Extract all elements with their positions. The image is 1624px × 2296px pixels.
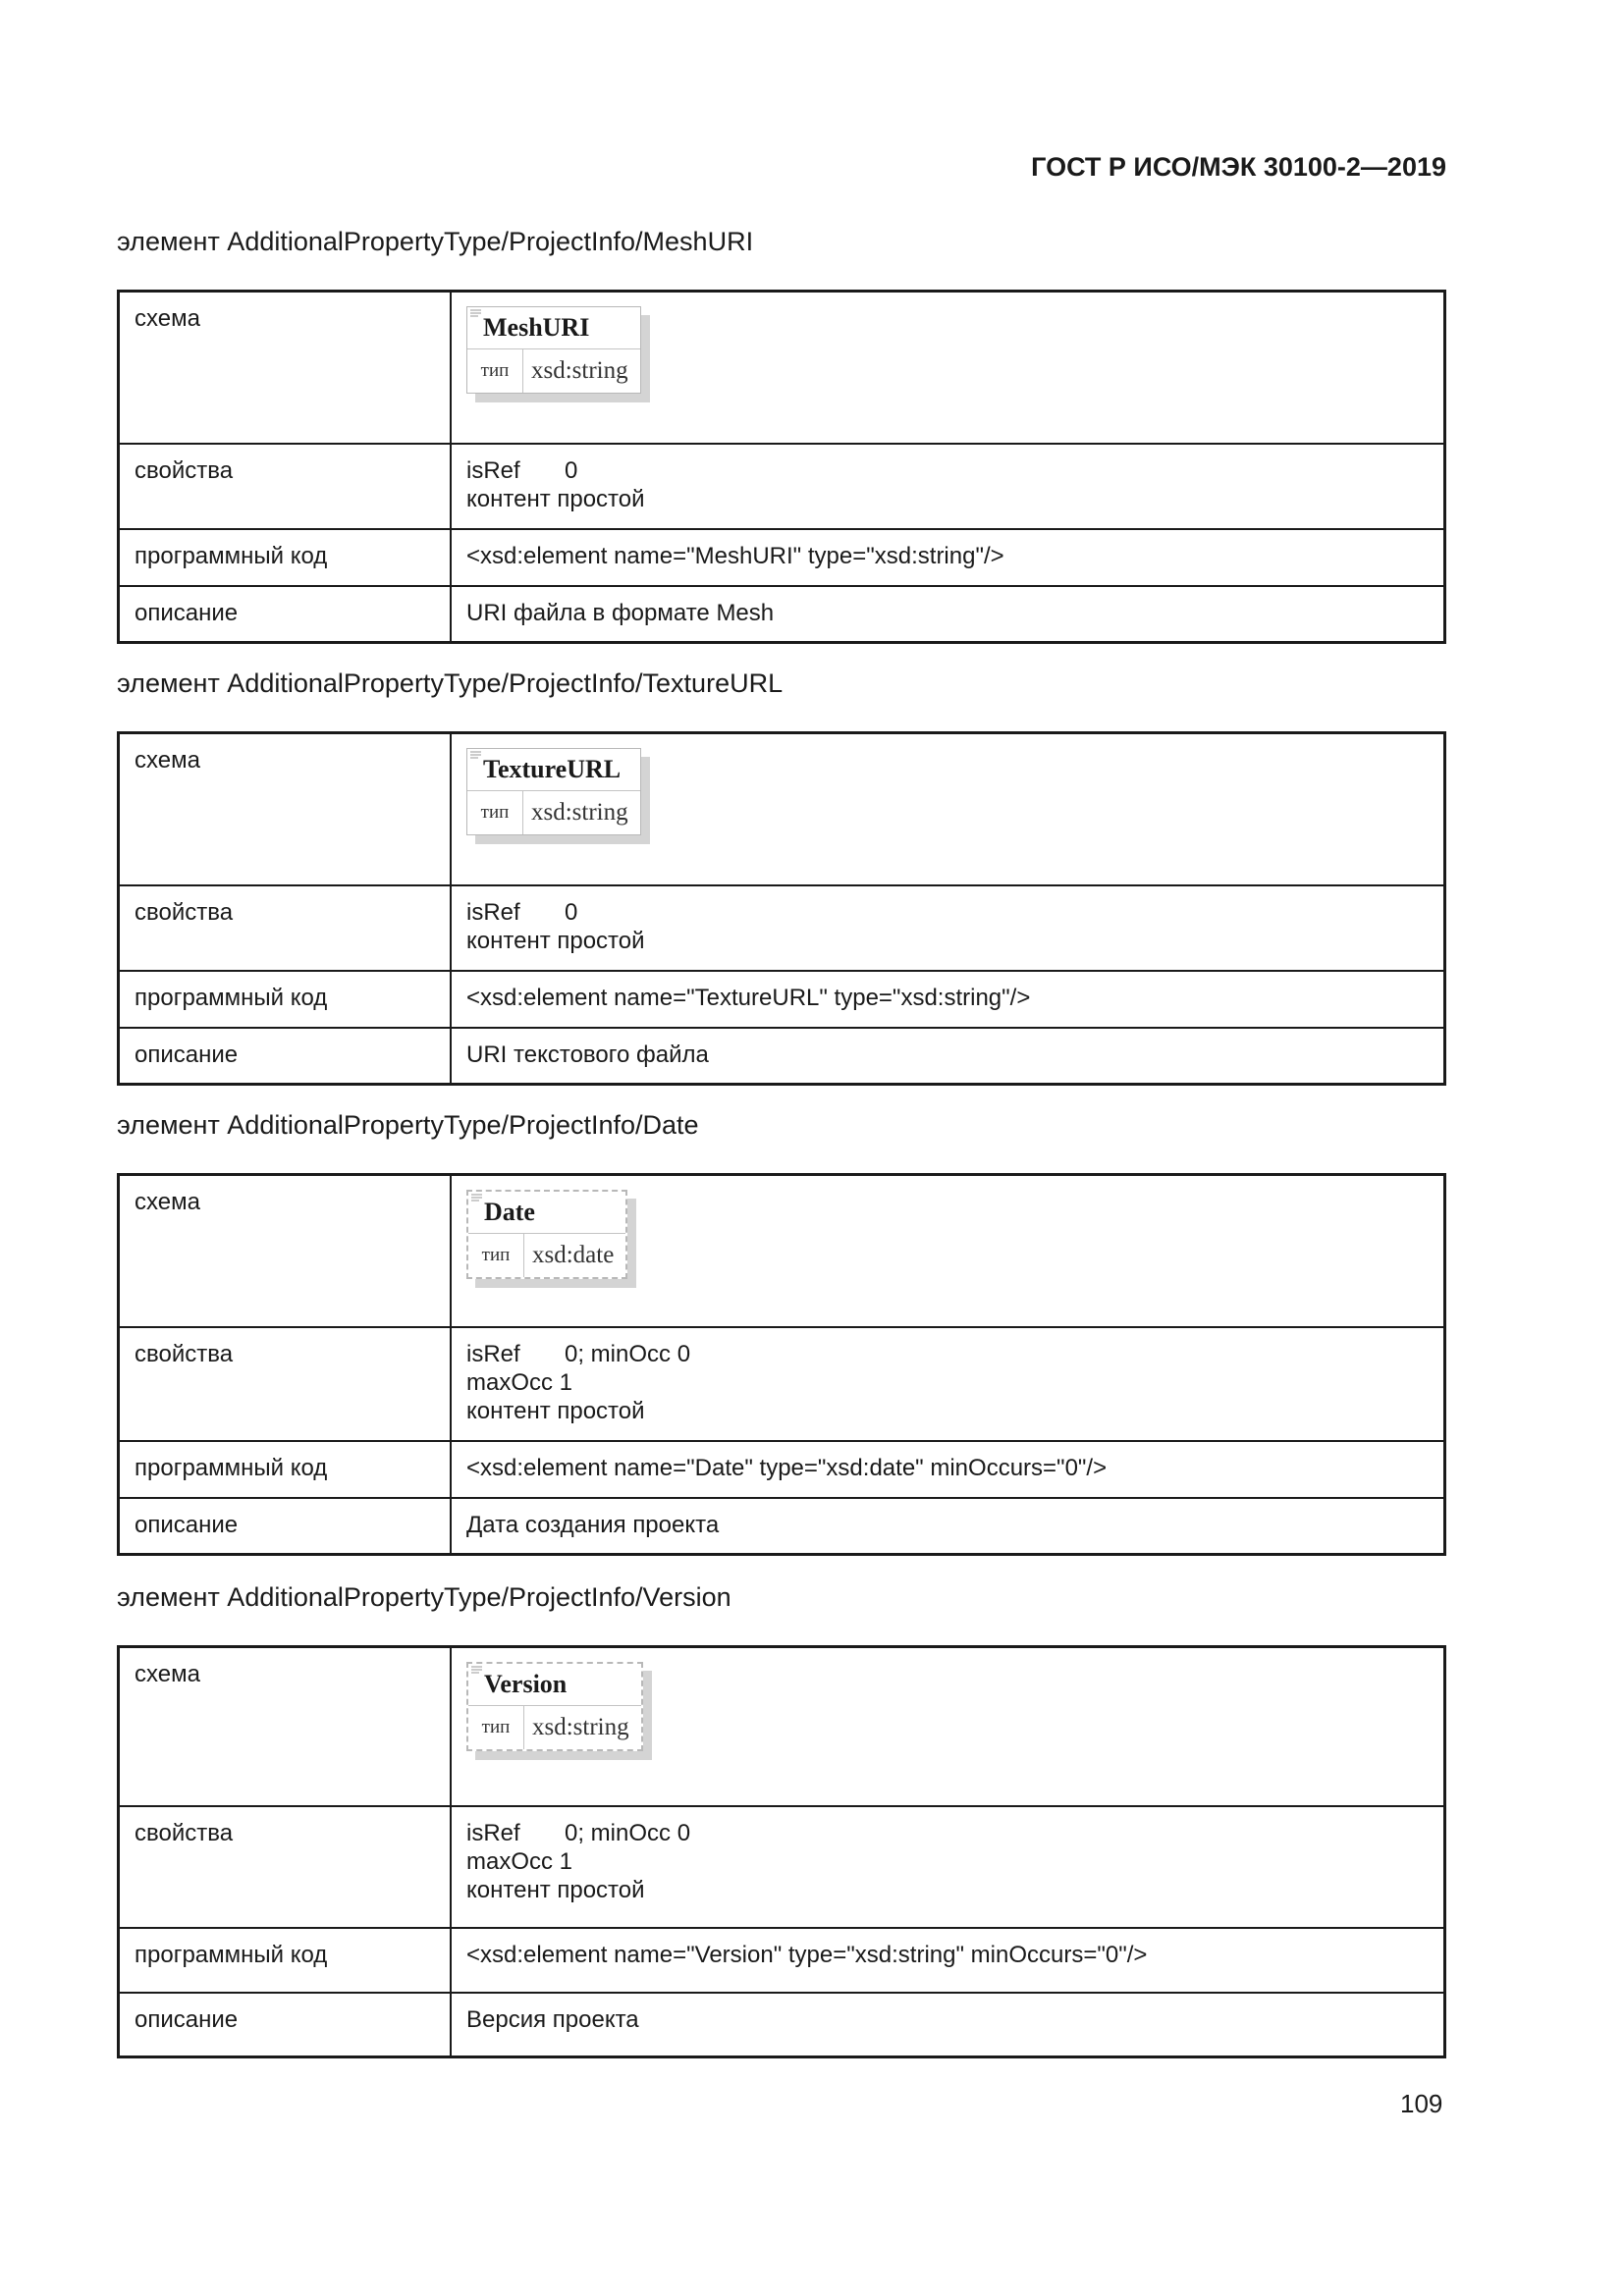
prop-key: isRef xyxy=(466,898,520,926)
spec-table xyxy=(117,1173,1446,1556)
schema-type-value: xsd:date xyxy=(532,1242,615,1268)
schema-type-value: xsd:string xyxy=(531,799,628,826)
description-cell: Версия проекта xyxy=(451,1993,1445,2057)
page-number: 109 xyxy=(1400,2089,1443,2118)
prop-line: контент простой xyxy=(466,1397,645,1424)
description-cell: URI текстового файла xyxy=(451,1028,1445,1085)
label-properties: свойства xyxy=(119,885,452,971)
prop-line: maxOcc 1 xyxy=(466,1847,573,1875)
schema-diagram-optional xyxy=(466,1662,643,1751)
prop-key: isRef xyxy=(466,1819,520,1846)
spec-table xyxy=(117,731,1446,1086)
description-cell: URI файла в формате Mesh xyxy=(451,586,1445,643)
schema-diagram xyxy=(466,306,641,394)
prop-line: контент простой xyxy=(466,485,645,512)
prop-line: контент простой xyxy=(466,927,645,954)
schema-type-label: тип xyxy=(468,1706,524,1749)
section-title: элемент AdditionalPropertyType/ProjectInfo/MeshURI xyxy=(117,227,754,256)
schema-cell xyxy=(451,1175,1445,1327)
section-title: элемент AdditionalPropertyType/ProjectInfo/TextureURL xyxy=(117,668,784,698)
document-code: ГОСТ Р ИСО/МЭК 30100-2—2019 xyxy=(1031,152,1446,182)
schema-element-name: TextureURL xyxy=(467,749,640,791)
label-code: программный код xyxy=(119,1441,452,1498)
schema-type-label: тип xyxy=(467,791,523,834)
label-description: описание xyxy=(119,1993,452,2057)
label-code: программный код xyxy=(119,529,452,586)
spec-table xyxy=(117,1645,1446,2058)
label-description: описание xyxy=(119,1498,452,1555)
properties-cell xyxy=(451,885,1445,971)
prop-value: 0; minOcc 0 xyxy=(565,1340,691,1367)
schema-element-name: Version xyxy=(468,1664,641,1706)
properties-cell xyxy=(451,1806,1445,1928)
schema-cell xyxy=(451,733,1445,885)
label-description: описание xyxy=(119,1028,452,1085)
annotation-icon xyxy=(470,751,481,761)
schema-cell xyxy=(451,1647,1445,1806)
label-properties: свойства xyxy=(119,1806,452,1928)
code-cell: <xsd:element name="TextureURL" type="xsd:string"/> xyxy=(451,971,1445,1028)
schema-type-value: xsd:string xyxy=(532,1714,629,1740)
section-title: элемент AdditionalPropertyType/ProjectInfo/Date xyxy=(117,1110,699,1140)
label-description: описание xyxy=(119,586,452,643)
prop-value: 0 xyxy=(565,898,578,926)
code-cell: <xsd:element name="Version" type="xsd:string" minOccurs="0"/> xyxy=(451,1928,1445,1993)
schema-type-label: тип xyxy=(467,349,523,393)
spec-table xyxy=(117,290,1446,644)
schema-type-value: xsd:string xyxy=(531,357,628,384)
schema-diagram-optional xyxy=(466,1190,627,1279)
code-cell: <xsd:element name="Date" type="xsd:date" minOccurs="0"/> xyxy=(451,1441,1445,1498)
code-cell: <xsd:element name="MeshURI" type="xsd:string"/> xyxy=(451,529,1445,586)
label-schema: схема xyxy=(119,733,452,885)
label-code: программный код xyxy=(119,971,452,1028)
description-cell: Дата создания проекта xyxy=(451,1498,1445,1555)
label-properties: свойства xyxy=(119,1327,452,1441)
section-title: элемент AdditionalPropertyType/ProjectInfo/Version xyxy=(117,1582,731,1612)
properties-cell xyxy=(451,1327,1445,1441)
schema-element-name: Date xyxy=(468,1192,625,1234)
prop-line: maxOcc 1 xyxy=(466,1368,573,1396)
properties-cell xyxy=(451,444,1445,529)
prop-key: isRef xyxy=(466,456,520,484)
prop-line: контент простой xyxy=(466,1876,645,1903)
schema-element-name: MeshURI xyxy=(467,307,640,349)
schema-cell xyxy=(451,292,1445,444)
label-properties: свойства xyxy=(119,444,452,529)
prop-key: isRef xyxy=(466,1340,520,1367)
schema-diagram xyxy=(466,748,641,835)
prop-value: 0 xyxy=(565,456,578,484)
schema-type-label: тип xyxy=(468,1234,524,1277)
annotation-icon xyxy=(471,1194,482,1203)
label-schema: схема xyxy=(119,1647,452,1806)
label-schema: схема xyxy=(119,1175,452,1327)
prop-value: 0; minOcc 0 xyxy=(565,1819,691,1846)
label-schema: схема xyxy=(119,292,452,444)
annotation-icon xyxy=(470,309,481,319)
label-code: программный код xyxy=(119,1928,452,1993)
annotation-icon xyxy=(471,1666,482,1676)
